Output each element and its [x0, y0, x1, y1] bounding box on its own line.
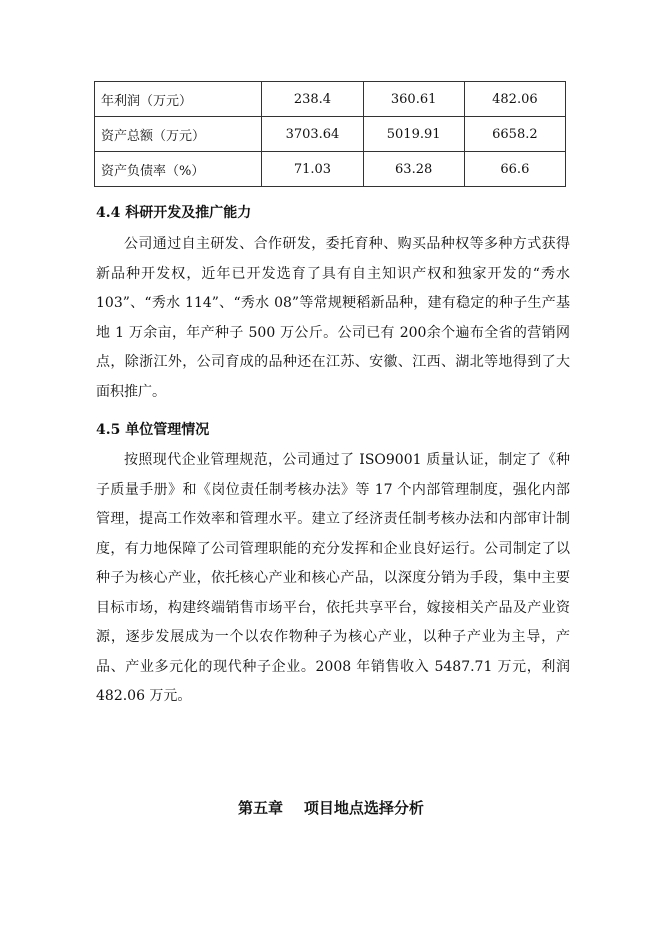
value-cell: 66.6	[464, 152, 565, 187]
table-row	[95, 117, 566, 152]
value-cell: 71.03	[262, 152, 363, 187]
table-row	[95, 152, 566, 187]
value-cell: 3703.64	[262, 117, 363, 152]
paragraph-management: 按照现代企业管理规范，公司通过了 ISO9001 质量认证，制定了《种子质量手册》和《岗位责任制考核办法》等 17 个内部管理制度，强化内部管理，提高工作效率和管理水平。建立了经济责任制考核办法和内部审计制度，有力地保障了公司管理职能的充分发挥和企业良好运行。公司制定了以种子为核心产业，依托核心产业和核心产品，以深度分销为手段，集中主要目标市场，构建终端销售市场平台，依托共享平台，嫁接相关产品及产业资源，逐步发展成为一个以农作物种子为核心产业，以种子产业为主导，产品、产业多元化的现代种子企业。2008 年销售收入 5487.71 万元，利润 482.06 万元。	[96, 452, 570, 704]
table-row	[95, 82, 566, 117]
section-heading-4-5: 4.5 单位管理情况	[96, 422, 210, 438]
value-cell: 360.61	[363, 82, 464, 117]
value-cell: 238.4	[262, 82, 363, 117]
value-cell: 482.06	[464, 82, 565, 117]
paragraph-research: 公司通过自主研发、合作研发，委托育种、购买品种权等多种方式获得新品种开发权，近年已开发选育了具有自主知识产权和独家开发的“秀水 103”、“秀水 114”、“秀水 08”等常规粳稻新品种，建有稳定的种子生产基地 1 万余亩，年产种子 500 万公斤。公司已有 200余个遍布全省的营销网点，除浙江外，公司育成的品种还在江苏、安徽、江西、湖北等地得到了大面积推广。	[96, 236, 570, 400]
row-label: 年利润（万元）	[95, 82, 262, 117]
value-cell: 5019.91	[363, 117, 464, 152]
row-label: 资产总额（万元）	[95, 117, 262, 152]
chapter-title: 第五章 项目地点选择分析	[238, 799, 424, 817]
financial-table	[94, 81, 566, 187]
value-cell: 63.28	[363, 152, 464, 187]
section-heading-4-4: 4.4 科研开发及推广能力	[96, 205, 252, 221]
value-cell: 6658.2	[464, 117, 565, 152]
row-label: 资产负债率（%）	[95, 152, 262, 187]
